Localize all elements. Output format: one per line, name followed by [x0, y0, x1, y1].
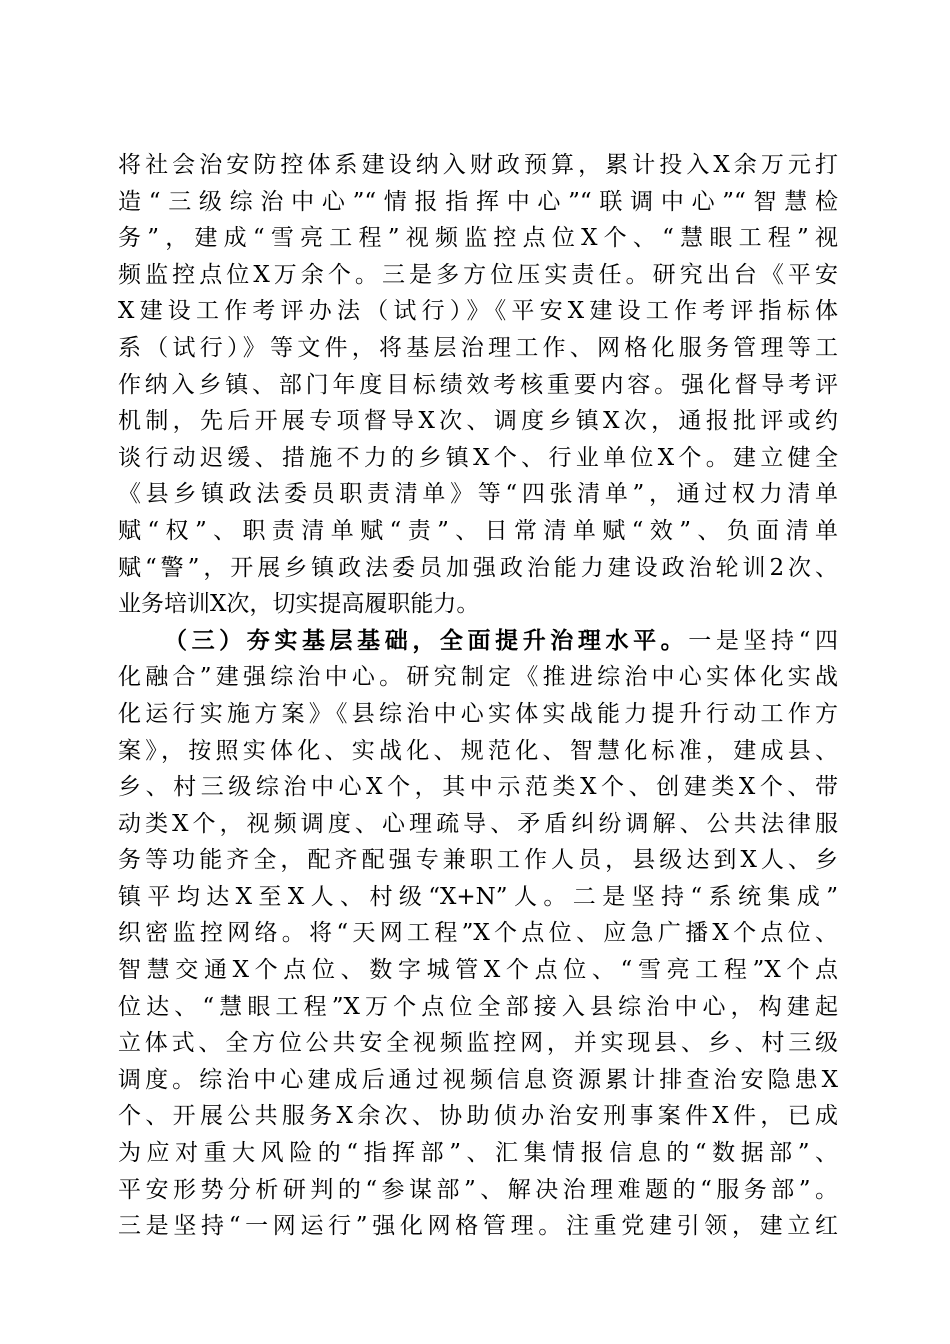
paragraph-line: 频监控点位X万余个。三是多方位压实责任。研究出台《平安	[118, 261, 838, 288]
paragraph-line: 赋“权”、职责清单赋“责”、日常清单赋“效”、负面清单	[118, 517, 838, 544]
paragraph-line: 镇平均达X至X人、村级“X+N”人。二是坚持“系统集成”	[118, 883, 838, 910]
paragraph-line: 务”，建成“雪亮工程”视频监控点位X个、“慧眼工程”视	[118, 225, 838, 252]
paragraph-line: 织密监控网络。将“天网工程”X个点位、应急广播X个点位、	[118, 920, 838, 947]
paragraph-line: 动类X个，视频调度、心理疏导、矛盾纠纷调解、公共法律服	[118, 810, 838, 837]
paragraph-line: 机制，先后开展专项督导X次、调度乡镇X次，通报批评或约	[118, 408, 838, 435]
paragraph-line: 务等功能齐全，配齐配强专兼职工作人员，县级达到X人、乡	[118, 847, 838, 874]
paragraph-line: 谈行动迟缓、措施不力的乡镇X个、行业单位X个。建立健全	[118, 444, 838, 471]
paragraph-line: 化融合”建强综治中心。研究制定《推进综治中心实体化实战	[118, 664, 838, 691]
paragraph-line: 调度。综治中心建成后通过视频信息资源累计排查治安隐患X	[118, 1066, 838, 1093]
paragraph-line: 个、开展公共服务X余次、协助侦办治安刑事案件X件，已成	[118, 1103, 838, 1130]
paragraph-line: 案》，按照实体化、实战化、规范化、智慧化标准，建成县、	[118, 737, 838, 764]
paragraph-line: 将社会治安防控体系建设纳入财政预算，累计投入X余万元打	[118, 152, 838, 178]
paragraph-line: 系（试行）》等文件，将基层治理工作、网格化服务管理等工	[118, 334, 838, 361]
section-heading: （三）夯实基层基础，全面提升治理水平。	[164, 626, 689, 654]
section-first-line-text: 一是坚持“四	[688, 627, 839, 654]
paragraph-line: 《县乡镇政法委员职责清单》等“四张清单”，通过权力清单	[118, 481, 838, 508]
paragraph-line: 乡、村三级综治中心X个，其中示范类X个、创建类X个、带	[118, 774, 838, 801]
paragraph-line: 赋“警”，开展乡镇政法委员加强政治能力建设政治轮训2次、	[118, 554, 838, 581]
paragraph-line: 造“三级综治中心”“情报指挥中心”“联调中心”“智慧检	[118, 188, 838, 215]
paragraph-line: 智慧交通X个点位、数字城管X个点位、“雪亮工程”X个点	[118, 957, 838, 984]
paragraph-line: 位达、“慧眼工程”X万个点位全部接入县综治中心，构建起	[118, 993, 838, 1020]
paragraph-line: 化运行实施方案》《县综治中心实体实战能力提升行动工作方	[118, 700, 838, 727]
paragraph-line: 作纳入乡镇、部门年度目标绩效考核重要内容。强化督导考评	[118, 371, 838, 398]
paragraph-line: 业务培训X次，切实提高履职能力。	[118, 591, 480, 618]
paragraph-line: 平安形势分析研判的“参谋部”、解决治理难题的“服务部”。	[118, 1176, 838, 1203]
paragraph-line: 立体式、全方位公共安全视频监控网，并实现县、乡、村三级	[118, 1030, 838, 1057]
body-text	[118, 147, 838, 1245]
paragraph-line: X建设工作考评办法（试行）》《平安X建设工作考评指标体	[118, 298, 838, 325]
paragraph-line: 为应对重大风险的“指挥部”、汇集情报信息的“数据部”、	[118, 1140, 838, 1167]
paragraph-line: 三是坚持“一网运行”强化网格管理。注重党建引领，建立红	[118, 1213, 838, 1240]
section-first-line	[118, 623, 838, 660]
